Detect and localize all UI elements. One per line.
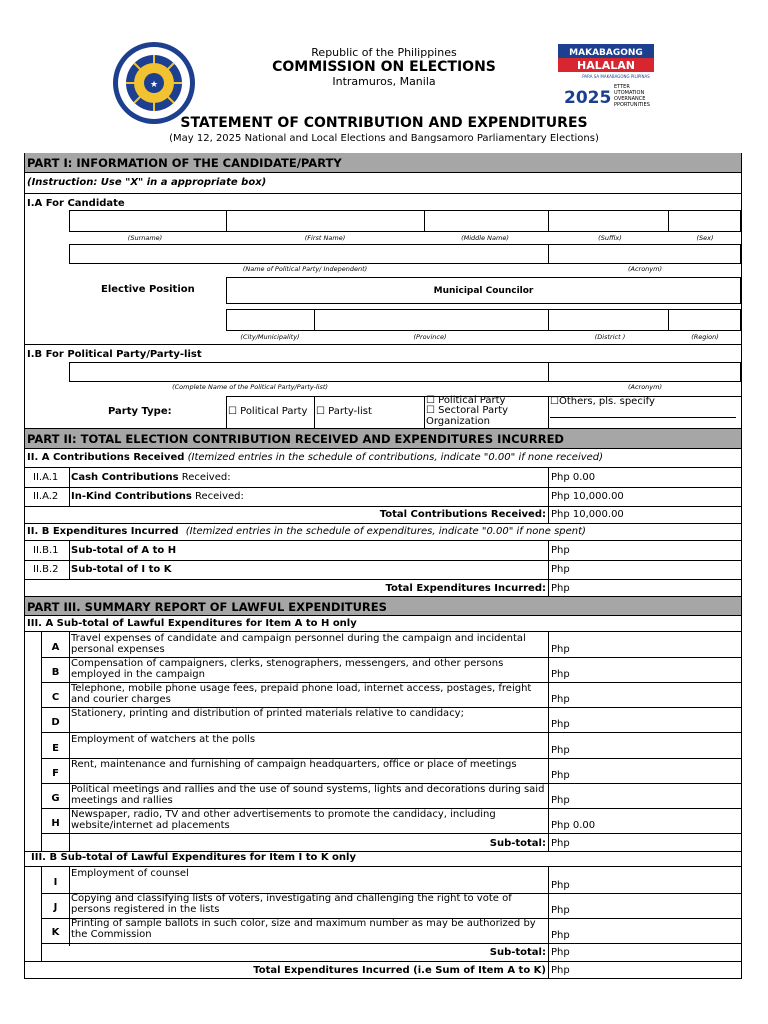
divider bbox=[25, 579, 741, 580]
form-title: STATEMENT OF CONTRIBUTION AND EXPENDITURES bbox=[180, 115, 588, 131]
svg-text:2025: 2025 bbox=[564, 88, 612, 108]
divider bbox=[226, 396, 227, 428]
caption-suffix: (Suffix) bbox=[598, 234, 622, 242]
divider bbox=[41, 833, 741, 834]
divider bbox=[548, 362, 549, 382]
item-value[interactable]: Php bbox=[551, 745, 570, 756]
party-type-partylist-checkbox[interactable]: ☐ Party-list bbox=[316, 406, 372, 417]
divider bbox=[25, 631, 741, 632]
row-label-rest: Received: bbox=[191, 491, 244, 502]
item-value[interactable]: Php bbox=[551, 669, 570, 680]
total-contributions-value: Php 10,000.00 bbox=[551, 509, 624, 520]
row-label: Sub-total of I to K bbox=[71, 564, 172, 575]
item-letter: C bbox=[51, 692, 60, 703]
iib-title: II. B Expenditures Incurred bbox=[27, 526, 179, 537]
svg-text:MAKABAGONG: MAKABAGONG bbox=[569, 48, 643, 58]
row-label bbox=[71, 472, 231, 484]
svg-text:OVERNANCE: OVERNANCE bbox=[614, 96, 646, 102]
subtotal-b-value: Php bbox=[551, 947, 570, 958]
grand-total-value: Php bbox=[551, 965, 570, 976]
party-type-organization-label: Organization bbox=[426, 416, 490, 427]
divider bbox=[226, 210, 227, 232]
item-letter: K bbox=[51, 927, 60, 938]
item-description: Compensation of campaigners, clerks, stenographers, messengers, and other persons employed in the campaign bbox=[71, 658, 504, 680]
item-value[interactable]: Php bbox=[551, 644, 570, 655]
divider bbox=[548, 210, 549, 232]
divider bbox=[41, 866, 42, 961]
divider bbox=[25, 344, 741, 345]
row-value[interactable]: Php 10,000.00 bbox=[551, 491, 624, 502]
party-name-field[interactable] bbox=[69, 244, 741, 264]
svg-text:UTOMATION: UTOMATION bbox=[614, 90, 645, 96]
caption-party: (Name of Political Party/ Independent) bbox=[242, 265, 368, 273]
item-value[interactable]: Php bbox=[551, 795, 570, 806]
item-description: Employment of watchers at the polls bbox=[71, 734, 256, 745]
caption-region: (Region) bbox=[691, 333, 719, 341]
divider bbox=[69, 468, 70, 487]
divider bbox=[314, 309, 315, 331]
item-value[interactable]: Php bbox=[551, 880, 570, 891]
divider bbox=[25, 961, 741, 962]
divider bbox=[548, 631, 549, 851]
caption-city: (City/Municipality) bbox=[240, 333, 300, 341]
total-contributions-label: Total Contributions Received: bbox=[379, 509, 546, 520]
divider bbox=[548, 396, 549, 428]
comelec-seal bbox=[112, 41, 196, 125]
divider bbox=[41, 943, 741, 944]
divider bbox=[548, 309, 549, 331]
subtotal-b-label: Sub-total: bbox=[489, 947, 546, 958]
item-letter: H bbox=[51, 818, 60, 829]
elective-position-value: Municipal Councilor bbox=[433, 286, 534, 296]
row-code: II.A.1 bbox=[33, 472, 59, 483]
caption-middle-name: (Middle Name) bbox=[461, 234, 509, 242]
row-code: II.B.1 bbox=[33, 545, 59, 556]
divider bbox=[314, 396, 315, 428]
iiia-title: III. A Sub-total of Lawful Expenditures for Item A to H only bbox=[27, 618, 357, 629]
divider bbox=[548, 540, 549, 596]
surname-field[interactable] bbox=[69, 210, 741, 232]
item-value[interactable]: Php bbox=[551, 930, 570, 941]
party-type-political-2-checkbox[interactable]: ☐ Political Party bbox=[426, 395, 506, 406]
header-location: Intramuros, Manila bbox=[332, 75, 436, 88]
party-type-sectoral-checkbox[interactable]: ☐ Sectoral Party bbox=[426, 405, 509, 416]
header-commission: COMMISSION ON ELECTIONS bbox=[272, 59, 496, 75]
item-letter: I bbox=[53, 877, 58, 888]
party-type-political-checkbox[interactable]: ☐ Political Party bbox=[228, 406, 308, 417]
item-description: Telephone, mobile phone usage fees, prepaid phone load, internet access, postages, freight and courier charges bbox=[71, 683, 532, 705]
item-description: Rent, maintenance and furnishing of campaign headquarters, office or place of meetings bbox=[71, 759, 517, 770]
caption-acronym: (Acronym) bbox=[627, 265, 663, 273]
item-description: Copying and classifying lists of voters, investigating and challenging the right to vote of persons registered in the lists bbox=[71, 893, 512, 915]
elective-position-label: Elective Position bbox=[101, 284, 195, 295]
form-subtitle: (May 12, 2025 National and Local Elections and Bangsamoro Parliamentary Elections) bbox=[169, 133, 599, 144]
item-letter: B bbox=[51, 667, 60, 678]
item-letter: D bbox=[51, 717, 60, 728]
divider bbox=[548, 866, 549, 979]
item-description: Travel expenses of candidate and campaign personnel during the campaign and incidental personal expenses bbox=[71, 633, 526, 655]
subtotal-a-label: Sub-total: bbox=[489, 838, 546, 849]
iib-note: (Itemized entries in the schedule of expenditures, indicate "0.00" if none spent) bbox=[185, 526, 586, 537]
row-value[interactable]: Php 0.00 bbox=[551, 472, 596, 483]
divider bbox=[25, 193, 741, 194]
part1-title: PART I: INFORMATION OF THE CANDIDATE/PARTY bbox=[25, 153, 741, 173]
item-description: Employment of counsel bbox=[71, 868, 189, 879]
svg-text:ETTER: ETTER bbox=[614, 84, 630, 90]
caption-acronym-2: (Acronym) bbox=[627, 383, 663, 391]
item-value[interactable]: Php bbox=[551, 694, 570, 705]
divider bbox=[25, 540, 741, 541]
part2-title: PART II: TOTAL ELECTION CONTRIBUTION RECEIVED AND EXPENDITURES INCURRED bbox=[25, 428, 741, 449]
header-republic: Republic of the Philippines bbox=[311, 46, 457, 59]
svg-text:PPORTUNITIES: PPORTUNITIES bbox=[614, 102, 650, 108]
iib-title-row bbox=[27, 526, 586, 538]
divider bbox=[548, 244, 549, 264]
item-description: Newspaper, radio, TV and other advertisements to promote the candidacy, including website/internet ad placements bbox=[71, 809, 496, 831]
iia-title-row bbox=[27, 452, 603, 464]
divider bbox=[25, 467, 741, 468]
divider bbox=[25, 506, 741, 507]
row-label-rest: Received: bbox=[178, 472, 231, 483]
divider bbox=[25, 866, 741, 867]
row-code: II.B.2 bbox=[33, 564, 59, 575]
divider bbox=[424, 210, 425, 232]
item-letter: F bbox=[52, 768, 59, 779]
party-type-label: Party Type: bbox=[108, 406, 172, 417]
divider bbox=[69, 631, 70, 851]
divider bbox=[424, 396, 425, 428]
row-label: Sub-total of A to H bbox=[71, 545, 177, 556]
divider bbox=[69, 560, 70, 579]
part3-title: PART III. SUMMARY REPORT OF LAWFUL EXPENDITURES bbox=[25, 596, 741, 616]
others-specify-line bbox=[550, 417, 736, 418]
item-description: Stationery, printing and distribution of printed materials relative to candidacy; bbox=[71, 708, 464, 719]
party-list-name-field[interactable] bbox=[69, 362, 741, 382]
divider bbox=[25, 487, 741, 488]
row-value[interactable]: Php bbox=[551, 564, 570, 575]
total-expenditures-value: Php bbox=[551, 583, 570, 594]
divider bbox=[548, 467, 549, 524]
divider bbox=[25, 523, 741, 524]
item-value[interactable]: Php bbox=[551, 770, 570, 781]
caption-district: (District ) bbox=[594, 333, 626, 341]
divider bbox=[69, 866, 70, 946]
divider bbox=[25, 560, 741, 561]
divider bbox=[41, 732, 741, 733]
divider bbox=[69, 541, 70, 560]
grand-total-label: Total Expenditures Incurred (i.e Sum of Item A to K) bbox=[253, 965, 546, 976]
item-value[interactable]: Php 0.00 bbox=[551, 820, 596, 831]
item-letter: J bbox=[53, 902, 58, 913]
item-description: Printing of sample ballots in such color, size and maximum number as may be authorized by the Commission bbox=[71, 918, 536, 940]
row-label bbox=[71, 491, 244, 503]
bagong-halalan-logo bbox=[556, 40, 656, 110]
item-letter: G bbox=[51, 793, 60, 804]
ia-title: I.A For Candidate bbox=[27, 198, 125, 209]
row-label-bold: In-Kind Contributions bbox=[71, 491, 192, 502]
svg-text:PARA SA MAKABAGONG PILIPINAS: PARA SA MAKABAGONG PILIPINAS bbox=[582, 74, 650, 79]
row-value[interactable]: Php bbox=[551, 545, 570, 556]
total-expenditures-label: Total Expenditures Incurred: bbox=[385, 583, 546, 594]
caption-sex: (Sex) bbox=[696, 234, 714, 242]
divider bbox=[668, 210, 669, 232]
item-letter: E bbox=[52, 743, 59, 754]
svg-text:HALALAN: HALALAN bbox=[577, 59, 635, 72]
divider bbox=[41, 631, 42, 851]
item-description: Political meetings and rallies and the use of sound systems, lights and decorations during said meetings and rallies bbox=[71, 784, 545, 806]
row-code: II.A.2 bbox=[33, 491, 59, 502]
item-value[interactable]: Php bbox=[551, 719, 570, 730]
divider bbox=[668, 309, 669, 331]
row-label-bold: Cash Contributions bbox=[71, 472, 179, 483]
party-type-others-checkbox[interactable]: ☐Others, pls. specify bbox=[550, 396, 655, 407]
location-field[interactable] bbox=[226, 309, 741, 331]
divider bbox=[69, 487, 70, 506]
ib-title: I.B For Political Party/Party-list bbox=[27, 349, 202, 360]
svg-text:★: ★ bbox=[149, 80, 159, 90]
iia-note: (Itemized entries in the schedule of contributions, indicate "0.00" if none received) bbox=[187, 452, 604, 463]
subtotal-a-value: Php bbox=[551, 838, 570, 849]
item-letter: A bbox=[51, 642, 60, 653]
caption-surname: (Surname) bbox=[127, 234, 163, 242]
caption-province: (Province) bbox=[413, 333, 447, 341]
iia-title: II. A Contributions Received bbox=[27, 452, 185, 463]
caption-party-name: (Complete Name of the Political Party/Party-list) bbox=[172, 383, 328, 391]
iiib-title: III. B Sub-total of Lawful Expenditures for Item I to K only bbox=[31, 852, 356, 863]
item-value[interactable]: Php bbox=[551, 905, 570, 916]
caption-first-name: (First Name) bbox=[304, 234, 346, 242]
part1-instruction: (Instruction: Use "X" in a appropriate box) bbox=[27, 177, 267, 188]
